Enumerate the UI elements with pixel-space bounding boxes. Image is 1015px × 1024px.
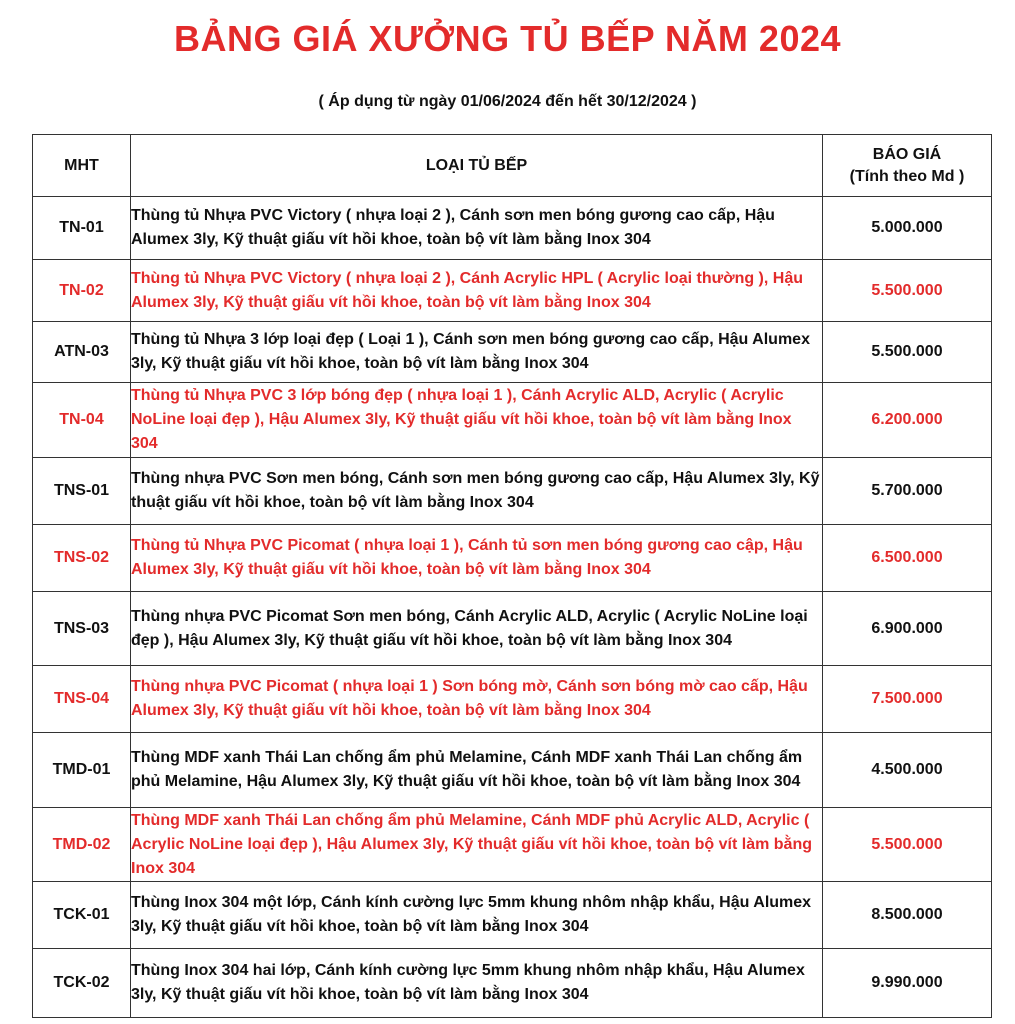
row-price: 5.500.000 [823,322,992,383]
row-description: Thùng tủ Nhựa PVC 3 lớp bóng đẹp ( nhựa loại 1 ), Cánh Acrylic ALD, Acrylic ( Acrylic NoLine loại đẹp ), Hậu Alumex 3ly, Kỹ thuật giấu vít hồi khoe, toàn bộ vít làm bằng Inox 304 [131,383,823,458]
table-row [33,666,992,733]
row-price: 8.500.000 [823,882,992,949]
row-code: TMD-02 [33,808,131,882]
row-price: 9.990.000 [823,949,992,1018]
row-code: TNS-04 [33,666,131,733]
row-description: Thùng nhựa PVC Sơn men bóng, Cánh sơn men bóng gương cao cấp, Hậu Alumex 3ly, Kỹ thuật giấu vít hồi khoe, toàn bộ vít làm bằng Inox 304 [131,458,823,525]
row-price: 6.500.000 [823,525,992,592]
row-price: 6.200.000 [823,383,992,458]
row-code: TNS-02 [33,525,131,592]
row-price: 4.500.000 [823,733,992,808]
row-code: TN-04 [33,383,131,458]
table-row [33,733,992,808]
row-description: Thùng tủ Nhựa PVC Victory ( nhựa loại 2 ), Cánh Acrylic HPL ( Acrylic loại thường ), Hậu Alumex 3ly, Kỹ thuật giấu vít hồi khoe, toàn bộ vít làm bằng Inox 304 [131,260,823,322]
row-code: TCK-01 [33,882,131,949]
table-row [33,322,992,383]
row-price: 5.500.000 [823,808,992,882]
table-row [33,882,992,949]
table-row [33,808,992,882]
row-description: Thùng MDF xanh Thái Lan chống ẩm phủ Melamine, Cánh MDF xanh Thái Lan chống ẩm phủ Melamine, Hậu Alumex 3ly, Kỹ thuật giấu vít hồi khoe, toàn bộ vít làm bằng Inox 304 [131,733,823,808]
row-code: TN-01 [33,197,131,260]
row-code: TNS-01 [33,458,131,525]
row-description: Thùng nhựa PVC Picomat ( nhựa loại 1 ) Sơn bóng mờ, Cánh sơn bóng mờ cao cấp, Hậu Alumex 3ly, Kỹ thuật giấu vít hồi khoe, toàn bộ vít làm bằng Inox 304 [131,666,823,733]
header-price-line2: (Tính theo Md ) [849,167,965,185]
row-description: Thùng tủ Nhựa 3 lớp loại đẹp ( Loại 1 ), Cánh sơn men bóng gương cao cấp, Hậu Alumex 3ly, Kỹ thuật giấu vít hồi khoe, toàn bộ vít làm bằng Inox 304 [131,322,823,383]
table-row [33,197,992,260]
row-description: Thùng Inox 304 một lớp, Cánh kính cường lực 5mm khung nhôm nhập khẩu, Hậu Alumex 3ly, Kỹ thuật giấu vít hồi khoe, toàn bộ vít làm bằng Inox 304 [131,882,823,949]
row-price: 5.700.000 [823,458,992,525]
row-description: Thùng nhựa PVC Picomat Sơn men bóng, Cánh Acrylic ALD, Acrylic ( Acrylic NoLine loại đẹp ), Hậu Alumex 3ly, Kỹ thuật giấu vít hồi khoe, toàn bộ vít làm bằng Inox 304 [131,592,823,666]
row-description: Thùng tủ Nhựa PVC Picomat ( nhựa loại 1 ), Cánh tủ sơn men bóng gương cao cập, Hậu Alumex 3ly, Kỹ thuật giấu vít hồi khoe, toàn bộ vít làm bằng Inox 304 [131,525,823,592]
row-code: TMD-01 [33,733,131,808]
row-price: 7.500.000 [823,666,992,733]
table-header-row [33,135,992,197]
row-price: 6.900.000 [823,592,992,666]
table-row [33,383,992,458]
header-code: MHT [33,135,131,197]
page-title: BẢNG GIÁ XƯỞNG TỦ BẾP NĂM 2024 [173,18,842,59]
table-row [33,949,992,1018]
table-row [33,592,992,666]
table-row [33,458,992,525]
header-type: LOẠI TỦ BẾP [131,135,823,197]
price-table [32,134,992,1018]
header-price-line1: BÁO GIÁ [872,145,942,163]
table-row [33,525,992,592]
header-price [823,135,992,197]
row-description: Thùng tủ Nhựa PVC Victory ( nhựa loại 2 ), Cánh sơn men bóng gương cao cấp, Hậu Alumex 3ly, Kỹ thuật giấu vít hồi khoe, toàn bộ vít làm bằng Inox 304 [131,197,823,260]
row-code: TN-02 [33,260,131,322]
table-row [33,260,992,322]
row-code: ATN-03 [33,322,131,383]
row-price: 5.000.000 [823,197,992,260]
validity-period: ( Áp dụng từ ngày 01/06/2024 đến hết 30/12/2024 ) [318,93,697,110]
row-description: Thùng Inox 304 hai lớp, Cánh kính cường lực 5mm khung nhôm nhập khẩu, Hậu Alumex 3ly, Kỹ thuật giấu vít hồi khoe, toàn bộ vít làm bằng Inox 304 [131,949,823,1018]
row-code: TNS-03 [33,592,131,666]
row-code: TCK-02 [33,949,131,1018]
row-description: Thùng MDF xanh Thái Lan chống ẩm phủ Melamine, Cánh MDF phủ Acrylic ALD, Acrylic ( Acrylic NoLine loại đẹp ), Hậu Alumex 3ly, Kỹ thuật giấu vít hồi khoe, toàn bộ vít làm bằng Inox 304 [131,808,823,882]
row-price: 5.500.000 [823,260,992,322]
